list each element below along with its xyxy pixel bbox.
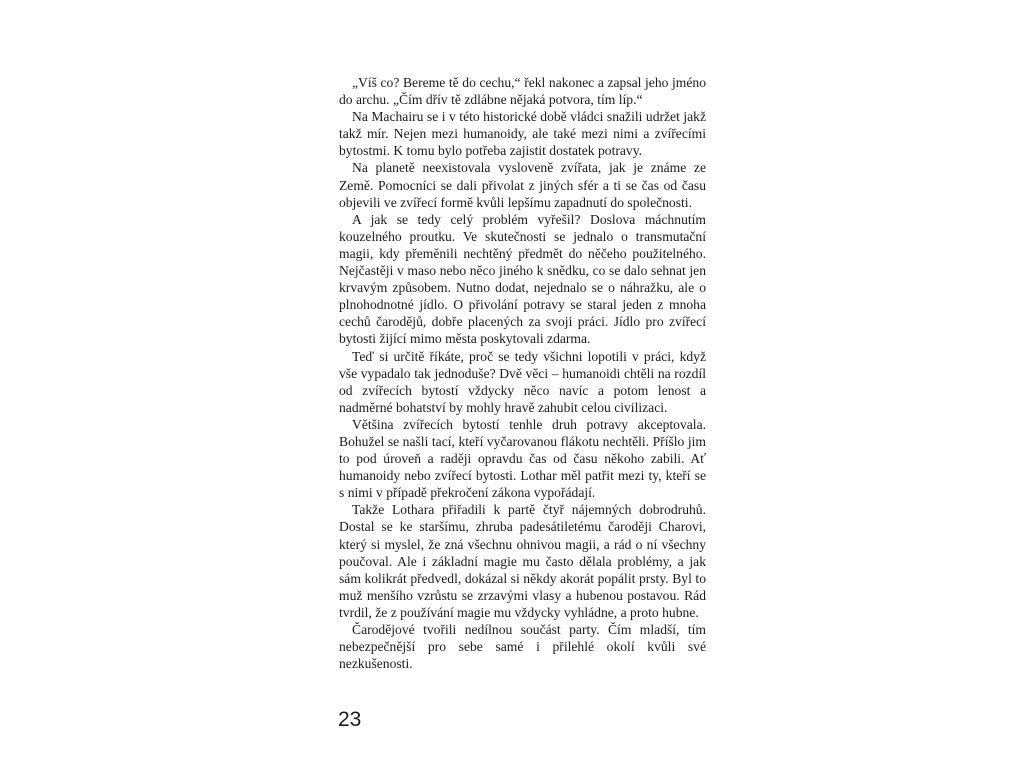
page-number: 23 bbox=[338, 708, 362, 731]
paragraph: Většina zvířecích bytostí tenhle druh potravy akceptovala. Bohužel se našli tací, kteří vyčarovanou flákotu nechtěli. Příšlo jim to pod úroveň a raději opravdu čas od času někoho zabili. Ať humanoidy nebo zvířecí bytosti. Lothar měl patřit mezi ty, kteří se s nimi v případě překročení zákona vypořádají. bbox=[339, 416, 706, 501]
paragraph: Na planetě neexistovala vysloveně zvířata, jak je známe ze Země. Pomocníci se dali přivolat z jiných sfér a ti se čas od času objevili ve zvířecí formě kvůli lepšímu zapadnutí do společnosti. bbox=[339, 160, 706, 210]
paragraph: Čarodějové tvořili nedílnou součást party. Čím mladší, tím nebezpečnější pro sebe samé i přilehlé okolí kvůli své nezkušenosti. bbox=[339, 622, 706, 672]
paragraph: Teď si určitě říkáte, proč se tedy všichni lopotili v práci, když vše vypadalo tak jednoduše? Dvě věci – humanoidi chtěli na rozdíl od zvířecích bytostí vždycky něco navíc a potom lenost a nadměrné bohatství by mohly hravě zahubit celou civilizaci. bbox=[339, 348, 706, 415]
paragraph: Takže Lothara přiřadili k partě čtyř nájemných dobrodruhů. Dostal se ke staršímu, zhruba padesátiletému čaroději Charovi, který si myslel, že zná všechnu ohnivou magii, a rád o ní všechny poučoval. Ale i základní magie mu často dělala problémy, a jak sám kolikrát předvedl, dokázal si někdy akorát popálit prsty. Byl to muž menšího vzrůstu se zrzavými vlasy a hubenou postavou. Rád tvrdil, že z používání magie mu vždycky vyhládne, a proto hubne. bbox=[339, 502, 706, 620]
paragraph: „Víš co? Bereme tě do cechu,“ řekl nakonec a zapsal jeho jméno do archu. „Čím dřív tě zdlábne nějaká potvora, tím líp.“ bbox=[339, 75, 706, 108]
body-text bbox=[339, 74, 706, 672]
paragraph: Na Machairu se i v této historické době vládci snažili udržet jakž takž mír. Nejen mezi humanoidy, ale také mezi nimi a zvířecími bytostmi. K tomu bylo potřeba zajistit dostatek potravy. bbox=[339, 109, 706, 159]
paragraph: A jak se tedy celý problém vyřešil? Doslova máchnutím kouzelného proutku. Ve skutečnosti se jednalo o transmutační magii, kdy přeměnili nechtěný předmět do něčeho použitelného. Nejčastěji v maso nebo něco jiného k snědku, co se dalo sehnat jen krvavým způsobem. Nutno dodat, nejednalo se o náhražku, ale o plnohodnotné jídlo. O přivolání potravy se staral jeden z mnoha cechů čarodějů, dobře placených za svoji práci. Jídlo pro zvířecí bytosti žijící mimo města poskytovali zdarma. bbox=[339, 211, 706, 347]
